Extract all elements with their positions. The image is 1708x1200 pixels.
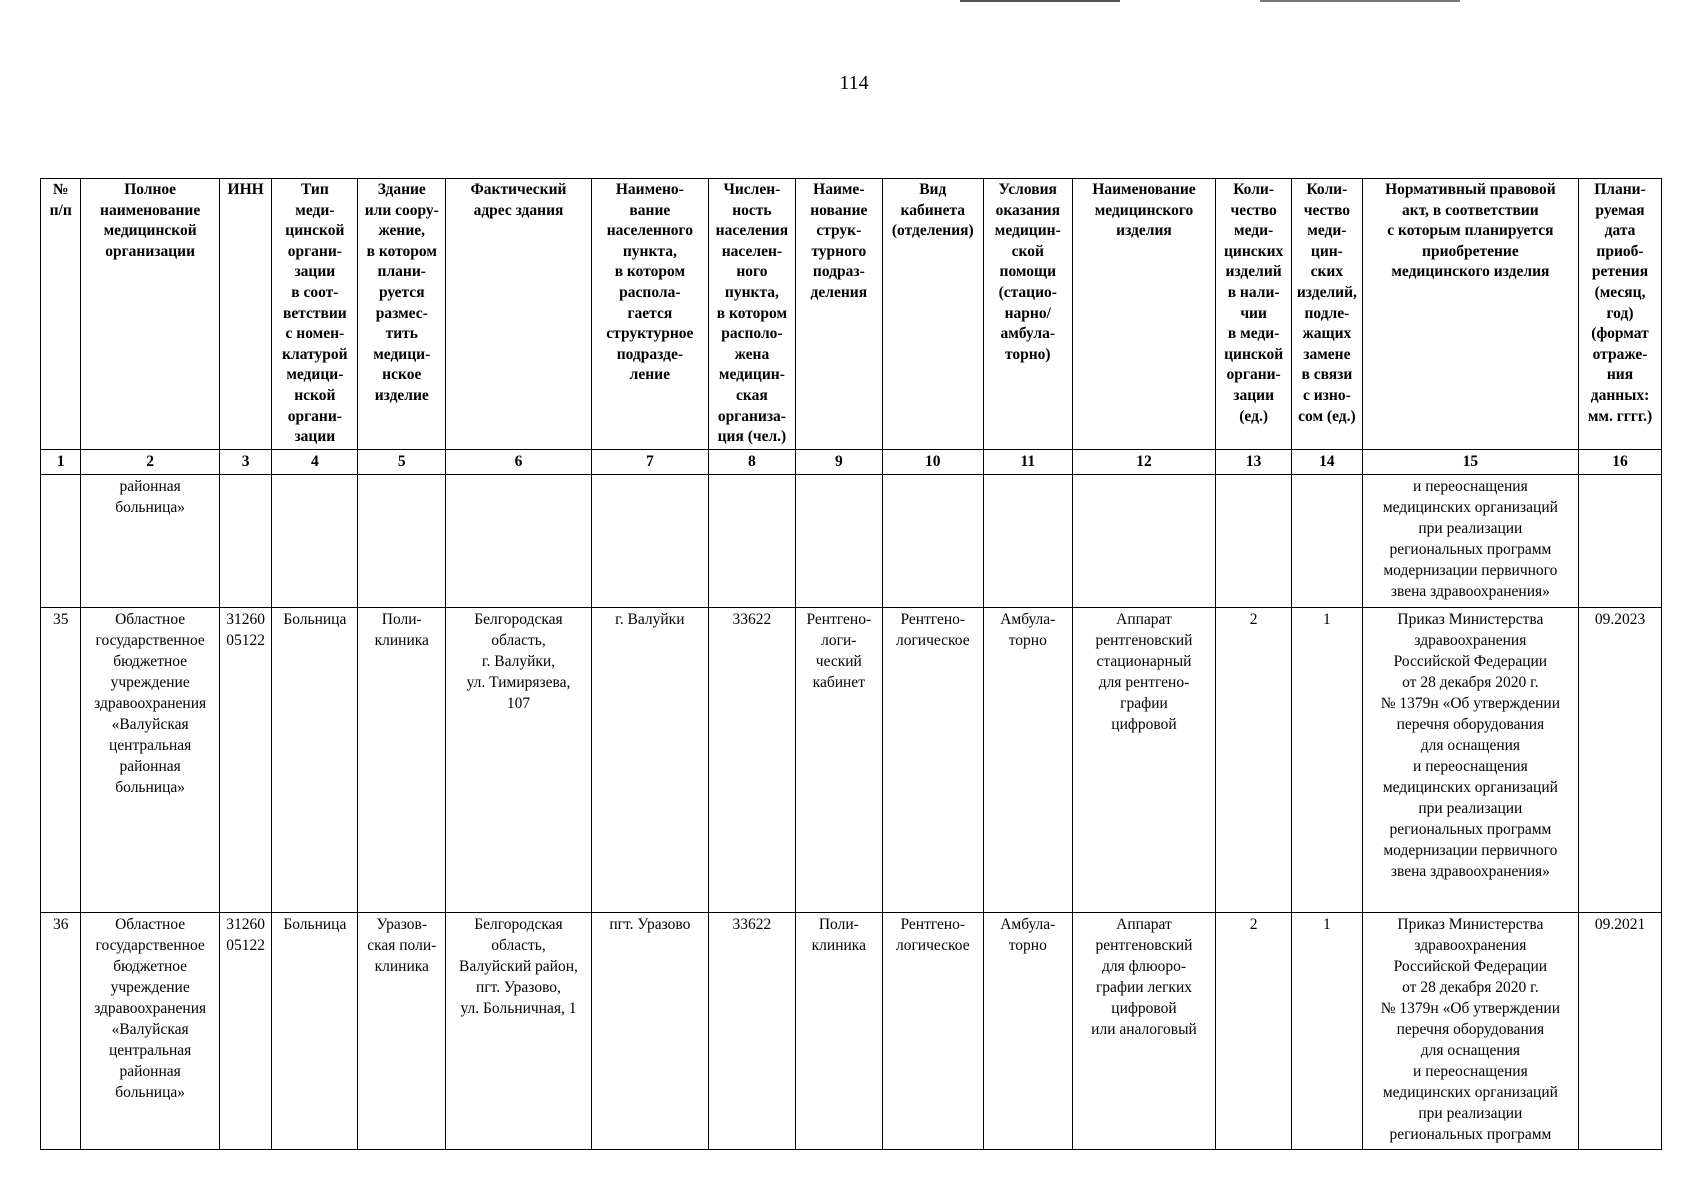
cell-qty-replace: 1: [1292, 912, 1363, 1149]
cell-num: 35: [41, 607, 81, 912]
cell-org-name: районная больница»: [81, 474, 219, 607]
column-number: 12: [1072, 449, 1216, 474]
header-conditions: Условия оказания медицин- ской помощи (стацио- нарно/ амбула- торно): [983, 179, 1072, 450]
cell-org-name: Областное государственное бюджетное учреждение здравоохранения «Валуйская центральная районная больница»: [81, 607, 219, 912]
cell-inn: 31260 05122: [219, 912, 272, 1149]
column-number: 16: [1579, 449, 1662, 474]
cell-legal-act: Приказ Министерства здравоохранения Российской Федерации от 28 декабря 2020 г. № 1379н «Об утверждении перечня оборудования для оснащения и переоснащения медицинских организаций при реализации региональных программ модернизации первичного звена здравоохранения»: [1362, 607, 1578, 912]
header-org-type: Тип меди- цинской органи- зации в соот- ветствии с номен- клатурой медици- нской органи- зации: [272, 179, 358, 450]
column-number: 10: [882, 449, 983, 474]
cell-date: 09.2023: [1579, 607, 1662, 912]
cell-inn: [219, 474, 272, 607]
cell-conditions: [983, 474, 1072, 607]
column-number: 5: [358, 449, 446, 474]
cell-room-type: [882, 474, 983, 607]
header-room-type: Вид кабинета (отделения): [882, 179, 983, 450]
cell-qty-replace: [1292, 474, 1363, 607]
header-address: Фактический адрес здания: [446, 179, 592, 450]
cell-num: [41, 474, 81, 607]
table-row: [41, 607, 1662, 912]
header-num: № п/п: [41, 179, 81, 450]
header-device: Наименование медицинского изделия: [1072, 179, 1216, 450]
header-date: Плани- руемая дата приоб- ретения (месяц, год) (формат отраже- ния данных: мм. гггг.): [1579, 179, 1662, 450]
cell-inn: 31260 05122: [219, 607, 272, 912]
header-population: Числен- ность населения населен- ного пункта, в котором располо- жена медицин- ская организа- ция (чел.): [708, 179, 795, 450]
cell-conditions: Амбула- торно: [983, 607, 1072, 912]
cell-device: Аппарат рентгеновский стационарный для рентгено- графии цифровой: [1072, 607, 1216, 912]
cell-qty-available: 2: [1216, 607, 1292, 912]
cell-settlement: пгт. Уразово: [591, 912, 708, 1149]
cell-room-type: Рентгено- логическое: [882, 912, 983, 1149]
cell-settlement: г. Валуйки: [591, 607, 708, 912]
cell-unit: Рентгено- логи- ческий кабинет: [795, 607, 882, 912]
column-number: 8: [708, 449, 795, 474]
header-unit: Наиме- нование струк- турного подраз- деления: [795, 179, 882, 450]
column-number: 13: [1216, 449, 1292, 474]
cell-date: [1579, 474, 1662, 607]
column-number-row: [41, 449, 1662, 474]
cell-building: [358, 474, 446, 607]
equipment-table: [40, 178, 1662, 1150]
scan-edge-line: [960, 0, 1120, 2]
cell-building: Уразов- ская поли- клиника: [358, 912, 446, 1149]
header-inn: ИНН: [219, 179, 272, 450]
cell-unit: [795, 474, 882, 607]
column-number: 6: [446, 449, 592, 474]
header-row: [41, 179, 1662, 450]
table-row-continuation: [41, 474, 1662, 607]
column-number: 3: [219, 449, 272, 474]
column-number: 2: [81, 449, 219, 474]
cell-population: [708, 474, 795, 607]
cell-address: Белгородская область, г. Валуйки, ул. Тимирязева, 107: [446, 607, 592, 912]
cell-legal-act: и переоснащения медицинских организаций при реализации региональных программ модернизации первичного звена здравоохранения»: [1362, 474, 1578, 607]
cell-org-name: Областное государственное бюджетное учреждение здравоохранения «Валуйская центральная районная больница»: [81, 912, 219, 1149]
header-org-name: Полное наименование медицинской организации: [81, 179, 219, 450]
cell-address: Белгородская область, Валуйский район, пгт. Уразово, ул. Больничная, 1: [446, 912, 592, 1149]
cell-org-type: Больница: [272, 607, 358, 912]
cell-org-type: Больница: [272, 912, 358, 1149]
column-number: 11: [983, 449, 1072, 474]
cell-qty-replace: 1: [1292, 607, 1363, 912]
header-qty-replace: Коли- чество меди- цин- ских изделий, подле- жащих замене в связи с изно- сом (ед.): [1292, 179, 1363, 450]
cell-device: Аппарат рентгеновский для флюоро- графии легких цифровой или аналоговый: [1072, 912, 1216, 1149]
column-number: 14: [1292, 449, 1363, 474]
cell-conditions: Амбула- торно: [983, 912, 1072, 1149]
cell-population: 33622: [708, 607, 795, 912]
cell-qty-available: 2: [1216, 912, 1292, 1149]
cell-legal-act: Приказ Министерства здравоохранения Российской Федерации от 28 декабря 2020 г. № 1379н «Об утверждении перечня оборудования для оснащения и переоснащения медицинских организаций при реализации региональных программ: [1362, 912, 1578, 1149]
cell-org-type: [272, 474, 358, 607]
cell-unit: Поли- клиника: [795, 912, 882, 1149]
header-building: Здание или соору- жение, в котором плани- руется размес- тить медици- нское изделие: [358, 179, 446, 450]
cell-num: 36: [41, 912, 81, 1149]
cell-population: 33622: [708, 912, 795, 1149]
cell-building: Поли- клиника: [358, 607, 446, 912]
column-number: 1: [41, 449, 81, 474]
cell-device: [1072, 474, 1216, 607]
column-number: 4: [272, 449, 358, 474]
cell-address: [446, 474, 592, 607]
page-number: 114: [839, 72, 869, 94]
scan-edge-line-right: [1260, 0, 1460, 2]
column-number: 9: [795, 449, 882, 474]
cell-settlement: [591, 474, 708, 607]
table-row: [41, 912, 1662, 1149]
column-number: 15: [1362, 449, 1578, 474]
header-settlement: Наимено- вание населенного пункта, в котором распола- гается структурное подразде- ление: [591, 179, 708, 450]
column-number: 7: [591, 449, 708, 474]
header-legal-act: Нормативный правовой акт, в соответствии с которым планируется приобретение медицинского изделия: [1362, 179, 1578, 450]
cell-room-type: Рентгено- логическое: [882, 607, 983, 912]
header-qty-available: Коли- чество меди- цинских изделий в нали- чии в меди- цинской органи- зации (ед.): [1216, 179, 1292, 450]
cell-qty-available: [1216, 474, 1292, 607]
cell-date: 09.2021: [1579, 912, 1662, 1149]
